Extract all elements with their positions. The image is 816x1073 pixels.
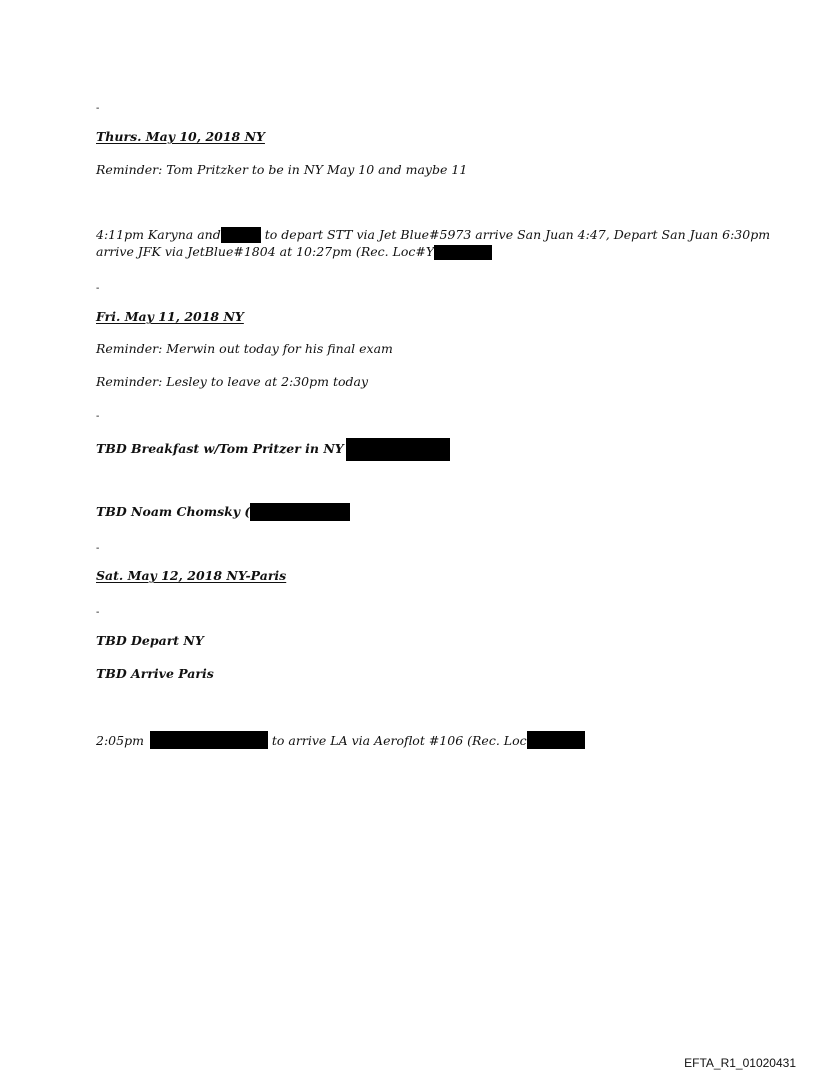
flight-time: 2:05pm (96, 733, 144, 748)
date-heading-thursday: Thurs. May 10, 2018 NY (96, 129, 265, 144)
reminder-tom-pritzker: Reminder: Tom Pritzker to be in NY May 10 and maybe 11 (96, 162, 468, 177)
redaction-block (434, 245, 492, 260)
breakfast-entry (96, 438, 450, 461)
redaction-block (221, 227, 261, 243)
reminder-merwin: Reminder: Merwin out today for his final exam (96, 341, 393, 356)
travel-entry-part-2: to depart STT via Jet Blue#5973 arrive San Juan 4:47, Depart San Juan 6:30pm (264, 227, 771, 242)
separator-dash: - (96, 411, 100, 422)
redaction-block (527, 731, 585, 749)
redaction-block (250, 503, 350, 521)
separator-dash: - (96, 607, 100, 618)
redaction-block (346, 438, 450, 461)
arrive-entry: TBD Arrive Paris (96, 666, 214, 681)
chomsky-entry-text: TBD Noam Chomsky ( (96, 504, 251, 519)
separator-dash: - (96, 283, 100, 294)
separator-dash: - (96, 543, 100, 554)
depart-entry: TBD Depart NY (96, 633, 204, 648)
chomsky-entry (96, 503, 350, 521)
date-heading-friday: Fri. May 11, 2018 NY (96, 309, 244, 324)
travel-entry-line-2 (96, 244, 492, 260)
travel-entry-line-2-text: arrive JFK via JetBlue#1804 at 10:27pm (Rec. Loc#Y (96, 244, 435, 259)
flight-entry (96, 731, 585, 749)
document-id-footer: EFTA_R1_01020431 (684, 1056, 796, 1070)
travel-entry-line-1 (96, 227, 770, 243)
redaction-block (150, 731, 268, 749)
flight-text: to arrive LA via Aeroflot #106 (Rec. Loc (271, 733, 527, 748)
reminder-lesley: Reminder: Lesley to leave at 2:30pm today (96, 374, 369, 389)
breakfast-entry-text: TBD Breakfast w/Tom Pritzer in NY (96, 441, 344, 456)
date-heading-saturday: Sat. May 12, 2018 NY-Paris (96, 568, 287, 583)
travel-entry-part-1: 4:11pm Karyna and (96, 227, 221, 242)
separator-dash: - (96, 103, 100, 114)
